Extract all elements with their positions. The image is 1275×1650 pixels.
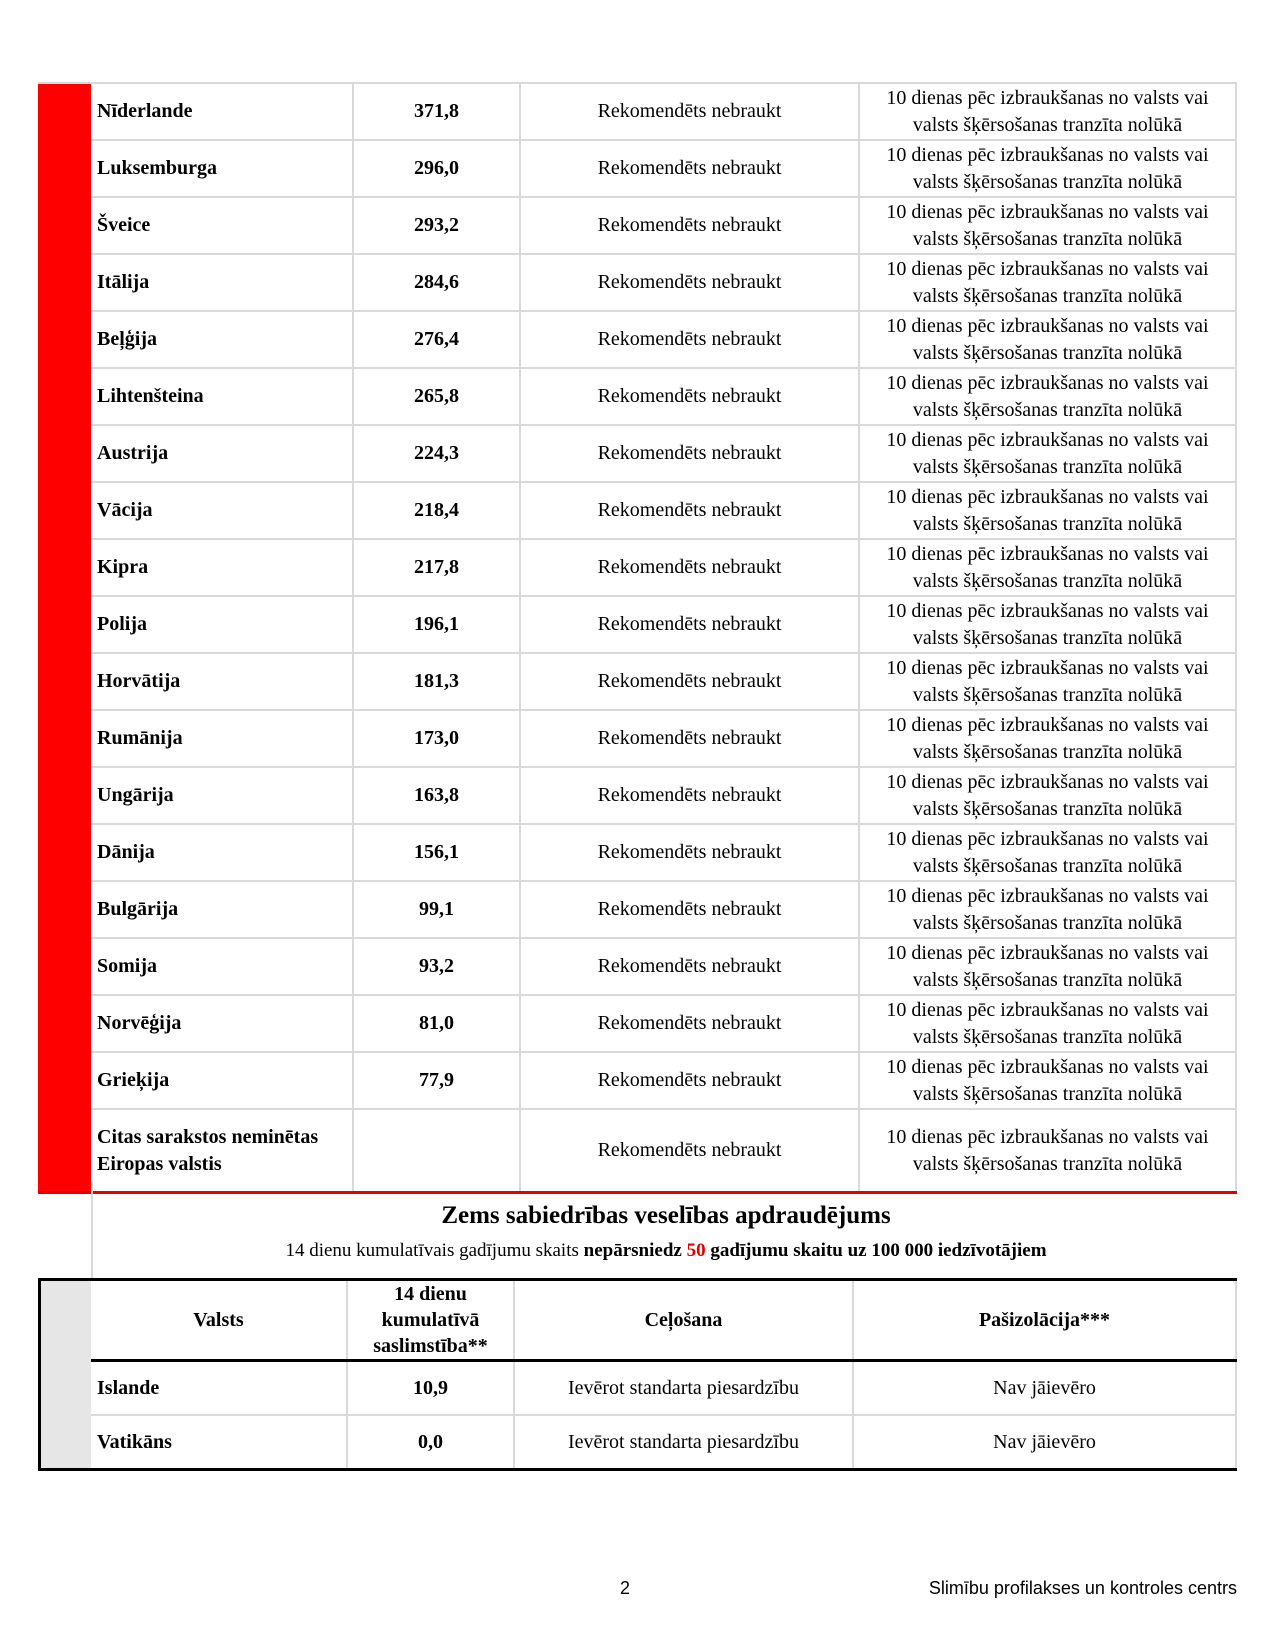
high-risk-marker: [38, 311, 91, 368]
low-risk-marker: [40, 1361, 92, 1416]
incidence-cell: 10,9: [347, 1361, 514, 1416]
isolation-cell: 10 dienas pēc izbraukšanas no valsts vai valsts šķērsošanas tranzīta nolūkā: [859, 311, 1236, 368]
country-cell: Luksemburga: [91, 140, 353, 197]
high-risk-table: [38, 82, 1237, 1194]
travel-cell: Rekomendēts nebraukt: [520, 539, 859, 596]
country-cell: Ungārija: [91, 767, 353, 824]
country-cell: Polija: [91, 596, 353, 653]
high-risk-marker: [38, 881, 91, 938]
incidence-cell: 224,3: [353, 425, 520, 482]
travel-cell: Rekomendēts nebraukt: [520, 482, 859, 539]
table-row: [38, 368, 1236, 425]
low-risk-title: Zems sabiedrības veselības apdraudējums: [441, 1202, 891, 1229]
isolation-cell: 10 dienas pēc izbraukšanas no valsts vai valsts šķērsošanas tranzīta nolūkā: [859, 1052, 1236, 1109]
isolation-cell: Nav jāievēro: [853, 1361, 1236, 1416]
isolation-cell: 10 dienas pēc izbraukšanas no valsts vai valsts šķērsošanas tranzīta nolūkā: [859, 596, 1236, 653]
travel-cell: Rekomendēts nebraukt: [520, 824, 859, 881]
travel-cell: Rekomendēts nebraukt: [520, 767, 859, 824]
travel-cell: Rekomendēts nebraukt: [520, 881, 859, 938]
header-incidence: 14 dienu kumulatīvā saslimstība**: [347, 1280, 514, 1361]
incidence-cell: 77,9: [353, 1052, 520, 1109]
high-risk-marker: [38, 425, 91, 482]
isolation-cell: 10 dienas pēc izbraukšanas no valsts vai valsts šķērsošanas tranzīta nolūkā: [859, 995, 1236, 1052]
table-row: [38, 653, 1236, 710]
country-cell: Lihtenšteina: [91, 368, 353, 425]
high-risk-marker: [38, 767, 91, 824]
incidence-cell: 173,0: [353, 710, 520, 767]
low-risk-section-header: [91, 1182, 1239, 1278]
table-row: [38, 425, 1236, 482]
incidence-cell: 163,8: [353, 767, 520, 824]
country-cell: Grieķija: [91, 1052, 353, 1109]
incidence-cell: 265,8: [353, 368, 520, 425]
incidence-cell: 196,1: [353, 596, 520, 653]
travel-cell: Rekomendēts nebraukt: [520, 596, 859, 653]
travel-cell: Rekomendēts nebraukt: [520, 311, 859, 368]
table-row: [38, 311, 1236, 368]
country-cell: Šveice: [91, 197, 353, 254]
low-risk-subtitle: [93, 1240, 1239, 1262]
isolation-cell: 10 dienas pēc izbraukšanas no valsts vai valsts šķērsošanas tranzīta nolūkā: [859, 653, 1236, 710]
incidence-cell: 156,1: [353, 824, 520, 881]
country-cell: Austrija: [91, 425, 353, 482]
country-cell: Nīderlande: [91, 83, 353, 140]
table-row: [38, 1109, 1236, 1193]
table-row: [38, 140, 1236, 197]
table-row: [38, 995, 1236, 1052]
low-risk-table: [38, 1278, 1237, 1471]
header-country: Valsts: [91, 1280, 347, 1361]
isolation-cell: Nav jāievēro: [853, 1415, 1236, 1470]
isolation-cell: 10 dienas pēc izbraukšanas no valsts vai valsts šķērsošanas tranzīta nolūkā: [859, 539, 1236, 596]
high-risk-marker: [38, 368, 91, 425]
high-risk-marker: [38, 596, 91, 653]
table-row: [38, 482, 1236, 539]
incidence-cell: 0,0: [347, 1415, 514, 1470]
isolation-cell: 10 dienas pēc izbraukšanas no valsts vai valsts šķērsošanas tranzīta nolūkā: [859, 1109, 1236, 1193]
page-number: 2: [620, 1578, 631, 1598]
high-risk-marker: [38, 539, 91, 596]
header-travel: Ceļošana: [514, 1280, 853, 1361]
low-risk-marker: [40, 1415, 92, 1470]
high-risk-marker: [38, 1109, 91, 1193]
isolation-cell: 10 dienas pēc izbraukšanas no valsts vai valsts šķērsošanas tranzīta nolūkā: [859, 140, 1236, 197]
table-row: [38, 596, 1236, 653]
isolation-cell: 10 dienas pēc izbraukšanas no valsts vai valsts šķērsošanas tranzīta nolūkā: [859, 368, 1236, 425]
isolation-cell: 10 dienas pēc izbraukšanas no valsts vai valsts šķērsošanas tranzīta nolūkā: [859, 254, 1236, 311]
incidence-cell: 81,0: [353, 995, 520, 1052]
subtitle-part-1: 14 dienu kumulatīvais gadījumu skaits: [285, 1240, 584, 1261]
high-risk-marker: [38, 824, 91, 881]
isolation-cell: 10 dienas pēc izbraukšanas no valsts vai valsts šķērsošanas tranzīta nolūkā: [859, 425, 1236, 482]
high-risk-marker: [38, 83, 91, 140]
table-row: [38, 710, 1236, 767]
travel-cell: Rekomendēts nebraukt: [520, 197, 859, 254]
table-row: [38, 767, 1236, 824]
isolation-cell: 10 dienas pēc izbraukšanas no valsts vai valsts šķērsošanas tranzīta nolūkā: [859, 881, 1236, 938]
high-risk-marker: [38, 1052, 91, 1109]
table-row: [38, 1052, 1236, 1109]
incidence-cell: 218,4: [353, 482, 520, 539]
country-cell: Horvātija: [91, 653, 353, 710]
low-risk-header-row: [40, 1280, 1237, 1361]
country-cell: Norvēģija: [91, 995, 353, 1052]
table-row: [38, 83, 1236, 140]
country-cell: Citas sarakstos neminētas Eiropas valstis: [91, 1109, 353, 1193]
subtitle-part-4: gadījumu skaitu uz 100 000 iedzīvotājiem: [705, 1240, 1047, 1261]
table-row: [38, 824, 1236, 881]
travel-cell: Rekomendēts nebraukt: [520, 653, 859, 710]
low-risk-marker: [40, 1280, 92, 1361]
incidence-cell: 371,8: [353, 83, 520, 140]
country-cell: Somija: [91, 938, 353, 995]
country-cell: Vācija: [91, 482, 353, 539]
travel-cell: Ievērot standarta piesardzību: [514, 1361, 853, 1416]
footer-organization: Slimību profilakses un kontroles centrs: [928, 1578, 1237, 1598]
travel-cell: Rekomendēts nebraukt: [520, 1109, 859, 1193]
country-cell: Islande: [91, 1361, 347, 1416]
isolation-cell: 10 dienas pēc izbraukšanas no valsts vai valsts šķērsošanas tranzīta nolūkā: [859, 824, 1236, 881]
high-risk-marker: [38, 995, 91, 1052]
high-risk-marker: [38, 482, 91, 539]
incidence-cell: 181,3: [353, 653, 520, 710]
high-risk-marker: [38, 653, 91, 710]
travel-cell: Rekomendēts nebraukt: [520, 995, 859, 1052]
high-risk-marker: [38, 938, 91, 995]
header-isolation: Pašizolācija***: [853, 1280, 1236, 1361]
country-cell: Bulgārija: [91, 881, 353, 938]
high-risk-marker: [38, 197, 91, 254]
travel-cell: Rekomendēts nebraukt: [520, 140, 859, 197]
country-cell: Beļģija: [91, 311, 353, 368]
country-cell: Kipra: [91, 539, 353, 596]
incidence-cell: 284,6: [353, 254, 520, 311]
incidence-cell: 93,2: [353, 938, 520, 995]
country-cell: Vatikāns: [91, 1415, 347, 1470]
high-risk-marker: [38, 710, 91, 767]
high-risk-table-body: [38, 83, 1236, 1193]
table-row: [38, 254, 1236, 311]
table-row: [38, 938, 1236, 995]
isolation-cell: 10 dienas pēc izbraukšanas no valsts vai valsts šķērsošanas tranzīta nolūkā: [859, 767, 1236, 824]
incidence-cell: 293,2: [353, 197, 520, 254]
incidence-cell: 296,0: [353, 140, 520, 197]
country-cell: Rumānija: [91, 710, 353, 767]
travel-cell: Ievērot standarta piesardzību: [514, 1415, 853, 1470]
travel-cell: Rekomendēts nebraukt: [520, 425, 859, 482]
isolation-cell: 10 dienas pēc izbraukšanas no valsts vai valsts šķērsošanas tranzīta nolūkā: [859, 83, 1236, 140]
travel-cell: Rekomendēts nebraukt: [520, 83, 859, 140]
travel-cell: Rekomendēts nebraukt: [520, 254, 859, 311]
table-row: [38, 539, 1236, 596]
table-row: [40, 1361, 1237, 1416]
isolation-cell: 10 dienas pēc izbraukšanas no valsts vai valsts šķērsošanas tranzīta nolūkā: [859, 938, 1236, 995]
travel-cell: Rekomendēts nebraukt: [520, 1052, 859, 1109]
country-cell: Itālija: [91, 254, 353, 311]
table-row: [38, 881, 1236, 938]
country-cell: Dānija: [91, 824, 353, 881]
high-risk-marker: [38, 254, 91, 311]
isolation-cell: 10 dienas pēc izbraukšanas no valsts vai valsts šķērsošanas tranzīta nolūkā: [859, 482, 1236, 539]
table-row: [38, 197, 1236, 254]
incidence-cell: 99,1: [353, 881, 520, 938]
travel-cell: Rekomendēts nebraukt: [520, 368, 859, 425]
incidence-cell: 217,8: [353, 539, 520, 596]
subtitle-threshold: 50: [681, 1240, 706, 1261]
incidence-cell: 276,4: [353, 311, 520, 368]
isolation-cell: 10 dienas pēc izbraukšanas no valsts vai valsts šķērsošanas tranzīta nolūkā: [859, 197, 1236, 254]
travel-cell: Rekomendēts nebraukt: [520, 710, 859, 767]
incidence-cell: [353, 1109, 520, 1193]
isolation-cell: 10 dienas pēc izbraukšanas no valsts vai valsts šķērsošanas tranzīta nolūkā: [859, 710, 1236, 767]
table-row: [40, 1415, 1237, 1470]
travel-cell: Rekomendēts nebraukt: [520, 938, 859, 995]
subtitle-part-2: nepārsniedz: [583, 1240, 682, 1261]
high-risk-marker: [38, 140, 91, 197]
